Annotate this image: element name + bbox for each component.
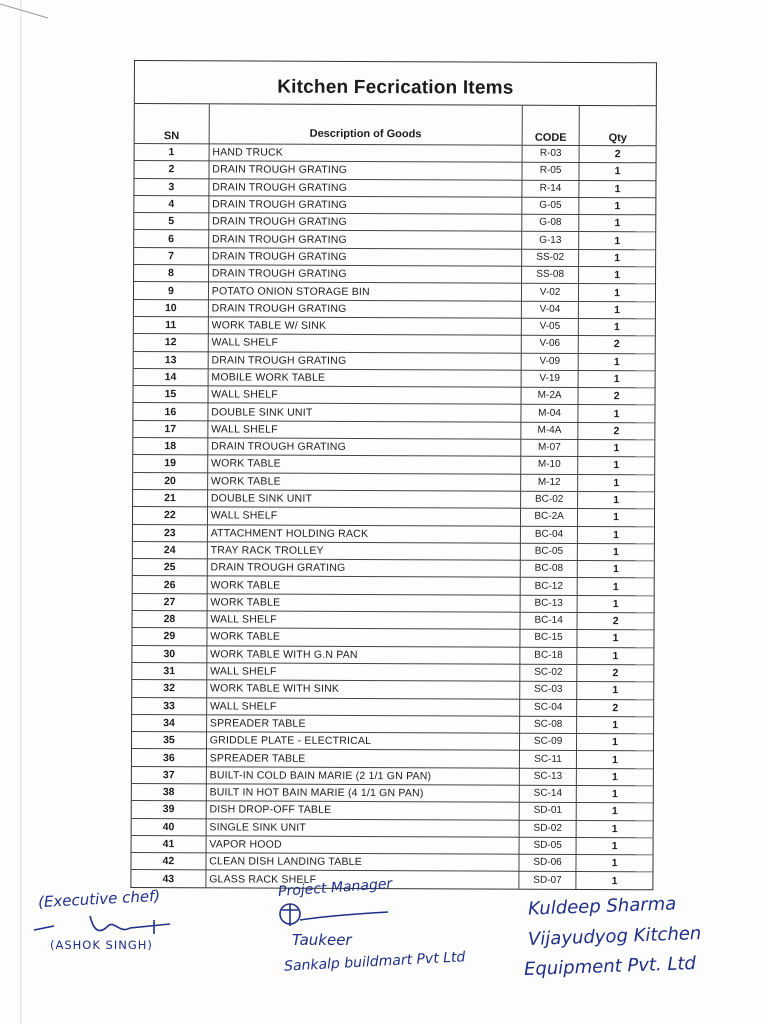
row-sn: 5 xyxy=(134,213,208,231)
row-code: SD-07 xyxy=(519,872,576,889)
row-code: SS-02 xyxy=(522,249,579,267)
row-sn: 10 xyxy=(134,299,208,317)
row-qty: 1 xyxy=(576,785,652,803)
row-description: WORK TABLE xyxy=(207,628,520,647)
row-sn: 38 xyxy=(132,783,206,801)
row-sn: 12 xyxy=(134,334,208,352)
row-sn: 7 xyxy=(134,247,208,265)
table-row xyxy=(132,818,653,838)
header-description: Description of Goods xyxy=(209,104,522,145)
corner-fold-mark xyxy=(0,0,60,20)
row-description: CLEAN DISH LANDING TABLE xyxy=(206,853,519,872)
row-code: G-13 xyxy=(522,232,579,250)
row-sn: 27 xyxy=(133,593,207,611)
row-sn: 6 xyxy=(134,230,208,248)
row-qty: 1 xyxy=(578,543,654,561)
row-description: GRIDDLE PLATE - ELECTRICAL xyxy=(206,732,519,751)
row-qty: 2 xyxy=(577,612,653,630)
table-row xyxy=(133,472,654,492)
row-qty: 2 xyxy=(578,422,654,440)
table-header-row xyxy=(135,104,656,146)
row-code: G-08 xyxy=(522,214,579,232)
row-qty: 1 xyxy=(576,803,652,821)
project-manager-company: Sankalp buildmart Pvt Ltd xyxy=(283,949,466,975)
row-description: MOBILE WORK TABLE xyxy=(208,369,521,388)
row-qty: 1 xyxy=(577,751,653,769)
table-row xyxy=(132,766,653,786)
row-code: SC-11 xyxy=(519,751,576,769)
table-row xyxy=(134,386,655,406)
header-sn: SN xyxy=(135,104,209,144)
table-row xyxy=(134,195,655,215)
row-description: WORK TABLE xyxy=(207,455,520,474)
row-code: M-10 xyxy=(521,457,578,475)
row-code: SC-09 xyxy=(519,733,576,751)
project-manager-signature-scribble xyxy=(276,898,396,928)
table-row xyxy=(134,351,655,371)
row-qty: 1 xyxy=(579,249,655,267)
row-code: BC-12 xyxy=(520,578,577,596)
table-row xyxy=(134,299,655,319)
row-description: WORK TABLE WITH SINK xyxy=(207,680,520,699)
row-code: BC-2A xyxy=(520,508,577,526)
row-sn: 16 xyxy=(133,403,207,421)
row-description: WALL SHELF xyxy=(207,507,520,526)
row-code: BC-14 xyxy=(520,612,577,630)
row-sn: 14 xyxy=(134,368,208,386)
row-sn: 9 xyxy=(134,282,208,300)
table-row xyxy=(133,524,654,544)
row-sn: 21 xyxy=(133,489,207,507)
row-sn: 17 xyxy=(133,420,207,438)
row-code: M-2A xyxy=(521,387,578,405)
vendor-signatory-name: Kuldeep Sharma xyxy=(527,893,677,920)
row-sn: 40 xyxy=(132,818,206,836)
table-row xyxy=(133,559,654,579)
vendor-company-line2: Equipment Pvt. Ltd xyxy=(523,953,697,980)
row-description: WALL SHELF xyxy=(208,421,521,440)
row-code: R-03 xyxy=(522,145,579,163)
row-sn: 19 xyxy=(133,455,207,473)
row-sn: 26 xyxy=(133,576,207,594)
row-description: WORK TABLE xyxy=(207,472,520,491)
row-qty: 1 xyxy=(577,682,653,700)
row-description: DRAIN TROUGH GRATING xyxy=(208,299,521,318)
row-sn: 42 xyxy=(131,853,205,871)
table-row xyxy=(133,611,654,631)
table-row xyxy=(133,420,654,440)
header-qty: Qty xyxy=(579,106,655,146)
row-sn: 18 xyxy=(133,438,207,456)
row-description: POTATO ONION STORAGE BIN xyxy=(208,282,521,301)
table-row xyxy=(135,144,656,164)
row-description: DRAIN TROUGH GRATING xyxy=(209,213,522,232)
row-code: V-04 xyxy=(521,301,578,319)
row-code: SD-06 xyxy=(519,854,576,872)
row-sn: 20 xyxy=(133,472,207,490)
table-row xyxy=(132,697,653,717)
row-code: G-05 xyxy=(522,197,579,215)
row-code: V-05 xyxy=(521,318,578,336)
row-sn: 24 xyxy=(133,541,207,559)
row-description: VAPOR HOOD xyxy=(206,836,519,855)
row-sn: 33 xyxy=(132,697,206,715)
row-sn: 2 xyxy=(134,161,208,179)
table-row xyxy=(134,282,655,302)
row-sn: 37 xyxy=(132,766,206,784)
row-sn: 39 xyxy=(132,801,206,819)
row-description: DRAIN TROUGH GRATING xyxy=(207,559,520,578)
table-row xyxy=(132,680,653,700)
row-sn: 22 xyxy=(133,507,207,525)
row-sn: 31 xyxy=(132,662,206,680)
row-code: V-19 xyxy=(521,370,578,388)
table-row xyxy=(132,628,653,648)
row-code: SC-02 xyxy=(520,664,577,682)
row-description: WORK TABLE xyxy=(207,594,520,613)
table-row xyxy=(133,403,654,423)
row-code: SC-04 xyxy=(520,699,577,717)
row-qty: 2 xyxy=(579,145,655,163)
row-qty: 1 xyxy=(579,232,655,250)
row-sn: 15 xyxy=(134,386,208,404)
row-code: SD-02 xyxy=(519,820,576,838)
row-code: V-06 xyxy=(521,335,578,353)
executive-chef-signature-scribble xyxy=(30,912,190,940)
header-code: CODE xyxy=(522,106,579,146)
row-sn: 1 xyxy=(135,144,209,162)
row-qty: 1 xyxy=(578,318,654,336)
table-row xyxy=(134,334,655,354)
row-code: SD-05 xyxy=(519,837,576,855)
row-sn: 29 xyxy=(132,628,206,646)
row-description: WALL SHELF xyxy=(207,611,520,630)
row-qty: 1 xyxy=(577,716,653,734)
row-description: DRAIN TROUGH GRATING xyxy=(208,248,521,267)
row-qty: 1 xyxy=(578,353,654,371)
row-code: SS-08 xyxy=(521,266,578,284)
row-sn: 8 xyxy=(134,265,208,283)
row-qty: 1 xyxy=(577,768,653,786)
row-description: BUILT-IN COLD BAIN MARIE (2 1/1 GN PAN) xyxy=(206,767,519,786)
row-description: DRAIN TROUGH GRATING xyxy=(208,438,521,457)
row-code: BC-08 xyxy=(520,560,577,578)
row-qty: 1 xyxy=(577,630,653,648)
row-code: BC-15 xyxy=(520,630,577,648)
project-manager-name: Taukeer xyxy=(292,931,352,949)
row-sn: 11 xyxy=(134,316,208,334)
table-row xyxy=(132,801,653,821)
row-code: M-07 xyxy=(521,439,578,457)
row-description: WALL SHELF xyxy=(206,697,519,716)
row-description: DRAIN TROUGH GRATING xyxy=(209,161,522,180)
row-code: M-12 xyxy=(521,474,578,492)
row-qty: 2 xyxy=(578,388,654,406)
row-description: SPREADER TABLE xyxy=(206,749,519,768)
row-qty: 1 xyxy=(578,370,654,388)
row-qty: 1 xyxy=(579,267,655,285)
row-qty: 1 xyxy=(579,163,655,181)
table-row xyxy=(133,593,654,613)
row-qty: 1 xyxy=(577,734,653,752)
row-description: WALL SHELF xyxy=(207,663,520,682)
row-qty: 1 xyxy=(578,526,654,544)
row-description: DRAIN TROUGH GRATING xyxy=(208,351,521,370)
fabrication-items-document xyxy=(130,60,657,890)
executive-chef-name: (ASHOK SINGH) xyxy=(50,938,153,952)
table-row xyxy=(133,455,654,475)
row-qty: 1 xyxy=(577,561,653,579)
row-qty: 1 xyxy=(579,197,655,215)
row-code: SC-08 xyxy=(520,716,577,734)
table-body xyxy=(131,144,655,890)
row-qty: 1 xyxy=(579,284,655,302)
row-description: DOUBLE SINK UNIT xyxy=(207,490,520,509)
row-qty: 1 xyxy=(579,180,655,198)
row-qty: 1 xyxy=(579,301,655,319)
row-sn: 32 xyxy=(132,680,206,698)
table-row xyxy=(134,213,655,233)
row-description: DRAIN TROUGH GRATING xyxy=(209,196,522,215)
row-code: M-04 xyxy=(521,405,578,423)
row-code: R-05 xyxy=(522,162,579,180)
table-row xyxy=(134,247,655,267)
row-qty: 2 xyxy=(578,336,654,354)
row-code: BC-13 xyxy=(520,595,577,613)
row-description: DRAIN TROUGH GRATING xyxy=(208,230,521,249)
row-description: WALL SHELF xyxy=(208,386,521,405)
row-code: M-4A xyxy=(521,422,578,440)
document-title: Kitchen Fecrication Items xyxy=(135,61,656,106)
row-description: TRAY RACK TROLLEY xyxy=(207,542,520,561)
project-manager-label: Project Manager xyxy=(277,876,393,900)
row-code: BC-05 xyxy=(520,543,577,561)
row-description: BUILT IN HOT BAIN MARIE (4 1/1 GN PAN) xyxy=(206,784,519,803)
row-description: HAND TRUCK xyxy=(209,144,522,163)
row-code: BC-18 xyxy=(520,647,577,665)
row-qty: 1 xyxy=(576,872,652,889)
row-description: WORK TABLE W/ SINK xyxy=(208,317,521,336)
row-qty: 2 xyxy=(577,664,653,682)
table-row xyxy=(134,265,655,285)
vendor-company-line1: Vijayudyog Kitchen xyxy=(527,922,702,951)
row-code: SC-03 xyxy=(520,681,577,699)
row-qty: 1 xyxy=(577,595,653,613)
row-code: BC-02 xyxy=(521,491,578,509)
table-row xyxy=(133,576,654,596)
row-code: BC-04 xyxy=(520,526,577,544)
row-description: ATTACHMENT HOLDING RACK xyxy=(207,524,520,543)
row-qty: 1 xyxy=(578,474,654,492)
row-qty: 1 xyxy=(578,491,654,509)
row-description: DISH DROP-OFF TABLE xyxy=(206,801,519,820)
table-row xyxy=(134,316,655,336)
row-code: SC-13 xyxy=(519,768,576,786)
row-qty: 1 xyxy=(578,457,654,475)
row-sn: 41 xyxy=(132,835,206,853)
row-sn: 28 xyxy=(133,611,207,629)
row-sn: 25 xyxy=(133,559,207,577)
table-row xyxy=(132,749,653,769)
table-row xyxy=(133,438,654,458)
row-description: WALL SHELF xyxy=(208,334,521,353)
table-row xyxy=(132,732,653,752)
table-row xyxy=(132,714,653,734)
table-row xyxy=(132,645,653,665)
row-code: SD-01 xyxy=(519,802,576,820)
row-qty: 1 xyxy=(578,509,654,527)
row-sn: 35 xyxy=(132,732,206,750)
row-sn: 36 xyxy=(132,749,206,767)
row-qty: 2 xyxy=(577,699,653,717)
table-row xyxy=(134,161,655,181)
row-qty: 1 xyxy=(577,647,653,665)
row-sn: 30 xyxy=(132,645,206,663)
table-row xyxy=(132,662,653,682)
row-sn: 4 xyxy=(134,195,208,213)
row-sn: 43 xyxy=(131,870,205,887)
page-edge xyxy=(20,0,22,1024)
row-description: GLASS RACK SHELF xyxy=(206,870,519,888)
table-row xyxy=(134,368,655,388)
table-row xyxy=(132,783,653,803)
items-table xyxy=(131,104,655,889)
row-description: WORK TABLE WITH G.N PAN xyxy=(207,645,520,664)
table-row xyxy=(133,507,654,527)
row-sn: 3 xyxy=(134,178,208,196)
row-sn: 13 xyxy=(134,351,208,369)
row-description: WORK TABLE xyxy=(207,576,520,595)
table-row xyxy=(132,835,653,855)
row-code: SC-14 xyxy=(519,785,576,803)
row-qty: 1 xyxy=(577,578,653,596)
row-sn: 23 xyxy=(133,524,207,542)
row-code: V-02 xyxy=(521,284,578,302)
row-qty: 1 xyxy=(576,820,652,838)
row-sn: 34 xyxy=(132,714,206,732)
row-description: DOUBLE SINK UNIT xyxy=(208,403,521,422)
table-row xyxy=(133,489,654,509)
table-row xyxy=(133,541,654,561)
executive-chef-label: (Executive chef) xyxy=(37,886,161,912)
row-qty: 1 xyxy=(578,439,654,457)
row-code: V-09 xyxy=(521,353,578,371)
row-description: DRAIN TROUGH GRATING xyxy=(209,178,522,197)
row-description: SINGLE SINK UNIT xyxy=(206,818,519,837)
row-qty: 1 xyxy=(578,405,654,423)
row-qty: 1 xyxy=(579,215,655,233)
table-row xyxy=(131,853,652,873)
table-row xyxy=(134,230,655,250)
table-row xyxy=(134,178,655,198)
row-code: R-14 xyxy=(522,180,579,198)
row-description: SPREADER TABLE xyxy=(206,715,519,734)
row-description: DRAIN TROUGH GRATING xyxy=(208,265,521,284)
row-qty: 1 xyxy=(576,837,652,855)
row-qty: 1 xyxy=(576,855,652,873)
